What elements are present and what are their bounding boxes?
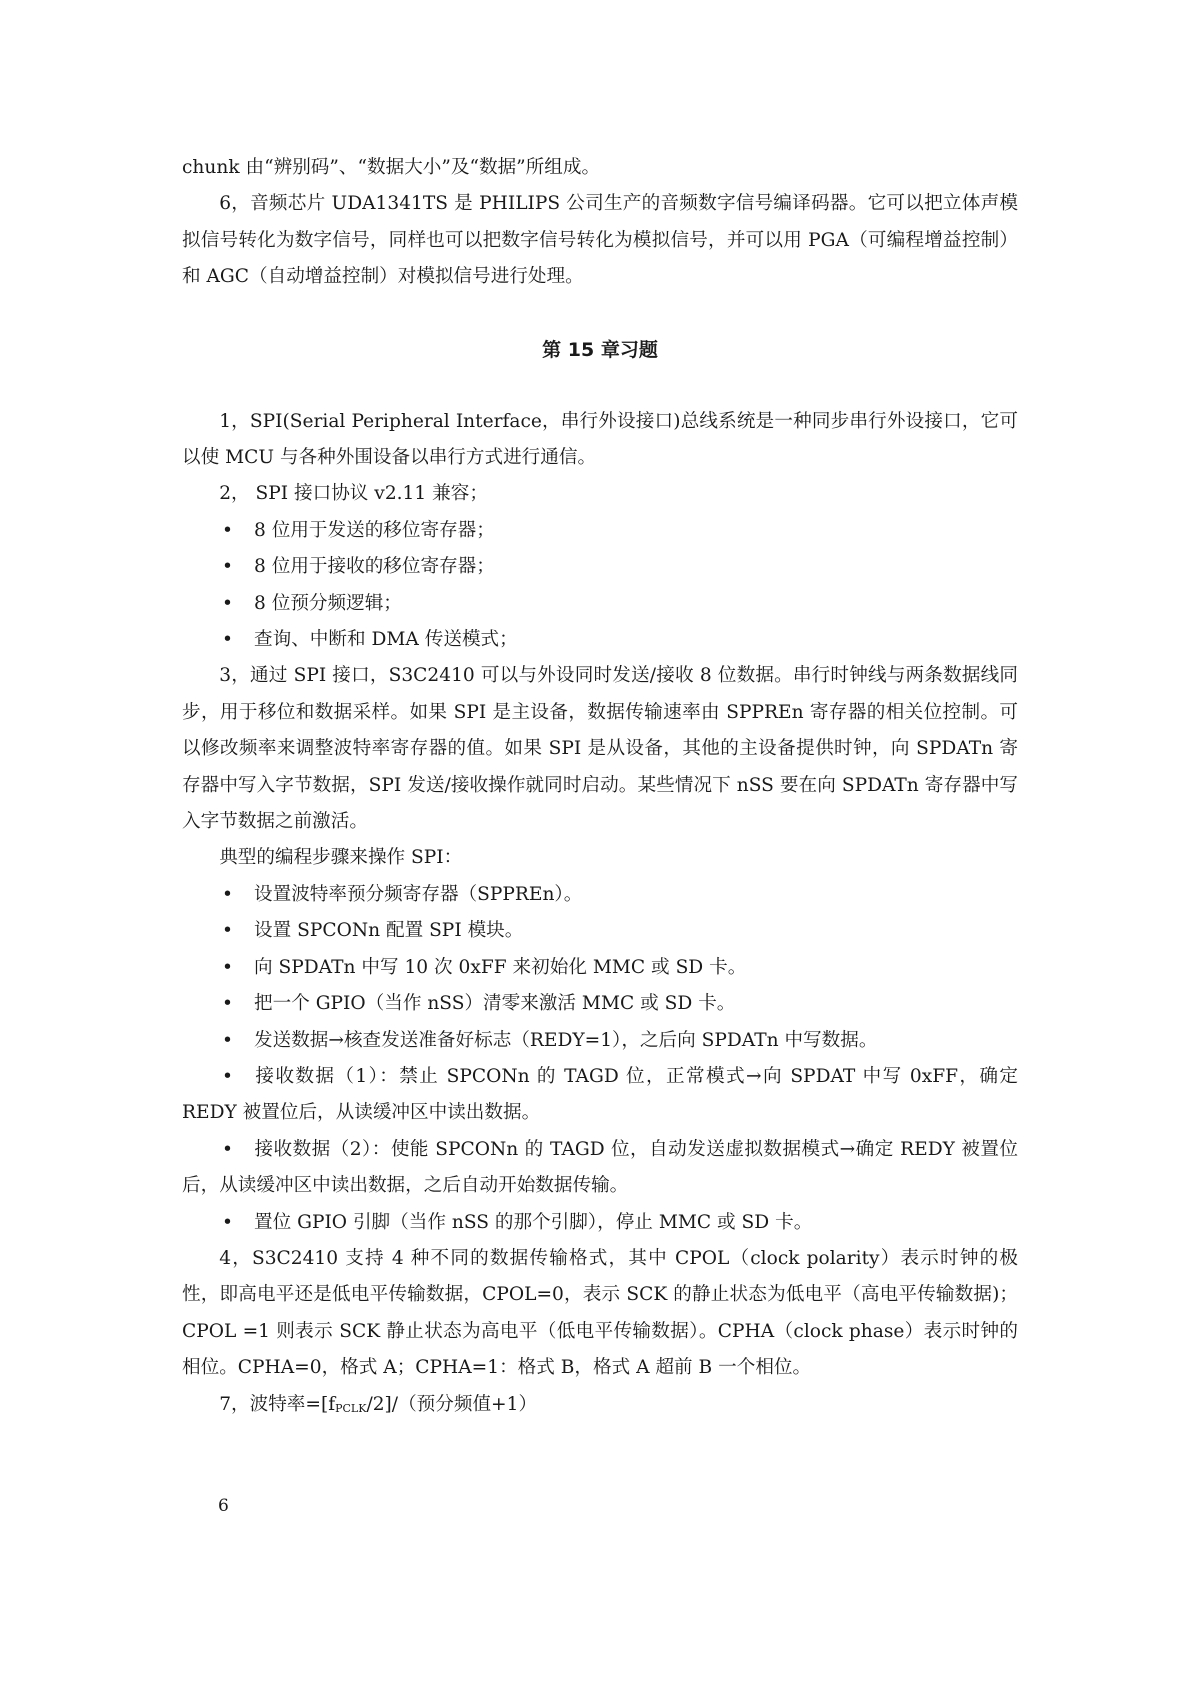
programming-steps-list (182, 877, 1018, 1241)
list-item: • 接收数据（2）：使能 SPCONn 的 TAGD 位，自动发送虚拟数据模式→确定 REDY 被置位后，从读缓冲区中读出数据，之后自动开始数据传输。 (182, 1132, 1018, 1205)
bullet-icon: • (222, 993, 233, 1015)
answer-2-spi-features: 2， SPI 接口协议 v2.11 兼容； (219, 483, 488, 505)
list-item: • 接收数据（1）：禁止 SPCONn 的 TAGD 位，正常模式→向 SPDAT 中写 0xFF，确定 REDY 被置位后，从读缓冲区中读出数据。 (182, 1059, 1018, 1132)
list-item: • 8 位预分频逻辑； (182, 586, 1018, 622)
paragraph-6-uda1341ts: 6，音频芯片 UDA1341TS 是 PHILIPS 公司生产的音频数字信号编译码器。它可以把立体声模拟信号转化为数字信号，同样也可以把数字信号转化为模拟信号，并可以用 PGA（可编程增益控制）和 AGC（自动增益控制）对模拟信号进行处理。 (182, 193, 1018, 288)
list-item: • 8 位用于发送的移位寄存器； (182, 513, 1018, 549)
document-page (182, 150, 1018, 1427)
bullet-icon: • (222, 556, 233, 578)
page-number: 6 (218, 1496, 229, 1516)
pclk-subscript: PCLK (335, 1401, 367, 1415)
bullet-icon: • (222, 1138, 233, 1160)
bullet-icon: • (222, 956, 233, 978)
list-item: • 把一个 GPIO（当作 nSS）清零来激活 MMC 或 SD 卡。 (182, 986, 1018, 1022)
list-item: • 设置 SPCONn 配置 SPI 模块。 (182, 913, 1018, 949)
intro-line-chunk: chunk 由“辨别码”、“数据大小”及“数据”所组成。 (182, 157, 601, 178)
bullet-icon: • (222, 592, 233, 614)
bullet-icon: • (222, 1211, 233, 1233)
spi-feature-list (182, 513, 1018, 659)
list-item: • 设置波特率预分频寄存器（SPPREn）。 (182, 877, 1018, 913)
list-item: • 查询、中断和 DMA 传送模式； (182, 622, 1018, 658)
bullet-icon: • (222, 920, 233, 942)
programming-steps-intro: 典型的编程步骤来操作 SPI： (219, 847, 463, 869)
answer-3-spi-operation: 3，通过 SPI 接口，S3C2410 可以与外设同时发送/接收 8 位数据。串行时钟线与两条数据线同步，用于移位和数据采样。如果 SPI 是主设备，数据传输速率由 SPPREn 寄存器的相关位控制。可以修改频率来调整波特率寄存器的值。如果 SPI 是从设备，其他的主设备提供时钟，向 SPDATn 寄存器中写入字节数据，SPI 发送/接收操作就同时启动。某些情况下 nSS 要在向 SPDATn 寄存器中写入字节数据之前激活。 (182, 665, 1018, 833)
bullet-icon: • (222, 519, 233, 541)
bullet-icon: • (222, 1065, 233, 1087)
list-item: • 发送数据→核查发送准备好标志（REDY=1），之后向 SPDATn 中写数据。 (182, 1023, 1018, 1059)
list-item: • 置位 GPIO 引脚（当作 nSS 的那个引脚），停止 MMC 或 SD 卡。 (182, 1205, 1018, 1241)
answer-1-spi-definition: 1，SPI(Serial Peripheral Interface，串行外设接口)总线系统是一种同步串行外设接口，它可以使 MCU 与各种外围设备以串行方式进行通信。 (182, 410, 1018, 469)
chapter-heading: 第 15 章习题 (542, 338, 658, 361)
bullet-icon: • (222, 1029, 233, 1051)
answer-7-baud-rate-formula: 7，波特率$=[f_{PCLK}/2]/$（预分频值+1） (219, 1393, 538, 1415)
bullet-icon: • (222, 883, 233, 905)
answer-4-transfer-formats: 4，S3C2410 支持 4 种不同的数据传输格式，其中 CPOL（clock polarity）表示时钟的极性，即高电平还是低电平传输数据，CPOL=0，表示 SCK 的静止状态为低电平（高电平传输数据)；CPOL =1 则表示 SCK 静止状态为高电平（低电平传输数据）。CPHA（clock phase）表示时钟的相位。CPHA=0，格式 A；CPHA=1：格式 B，格式 A 超前 B 一个相位。 (182, 1247, 1018, 1379)
list-item: • 8 位用于接收的移位寄存器； (182, 549, 1018, 585)
bullet-icon: • (222, 629, 233, 651)
list-item: • 向 SPDATn 中写 10 次 0xFF 来初始化 MMC 或 SD 卡。 (182, 950, 1018, 986)
